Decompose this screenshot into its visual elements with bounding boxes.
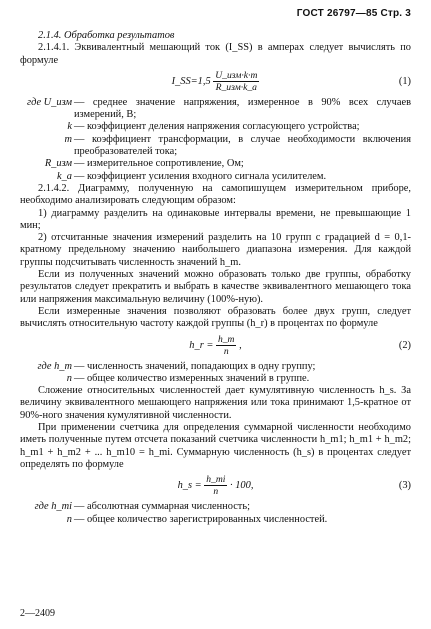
formula-2-number: (2) — [398, 339, 411, 351]
formula-3-fraction — [204, 474, 227, 497]
section-title: 2.1.4. Обработка результатов — [38, 30, 175, 41]
definition-text: — коэффициент усиления входного сигнала усилителем. — [74, 170, 327, 182]
definition-symbol: где h_mi — [34, 501, 72, 513]
definition-text: — абсолютная суммарная численность; — [74, 501, 250, 513]
definition-text: — коэффициент деления напряжения согласующего устройства; — [74, 121, 360, 133]
page-header: ГОСТ 26797—85 Стр. 3 — [296, 8, 411, 19]
definition-symbol: k — [67, 121, 72, 133]
definition-symbol: n — [66, 513, 72, 525]
definitions-2 — [20, 361, 411, 386]
formula-3-denominator: n — [213, 486, 219, 498]
formula-2-lhs: h_r = — [189, 339, 214, 351]
formula-3-tail: · 100, — [230, 480, 254, 492]
definition-text: — измерительное сопротивление, Ом; — [74, 158, 244, 170]
definition-symbol: где U_изм — [27, 96, 72, 108]
definition-symbol: где h_m — [37, 360, 72, 372]
definition-text: — численность значений, попадающих в одну группу; — [74, 360, 316, 372]
paragraph-4: 2) отсчитанные значения измерений разделить на 10 групп с градацией d = 0,1-кратному предельному значению наибольшего диапазона измерения. Для каждой группы подсчитывать численность значений h_m. — [20, 232, 411, 268]
definition-symbol: k_a — [56, 170, 72, 182]
paragraph-5: Если из полученных значений можно образовать только две группы, обработку результатов следует прекратить и выбрать в качестве эквивалентного мешающего тока или напряжения максимальную величину (100%-ную). — [20, 269, 411, 305]
formula-3-lhs: h_s = — [177, 480, 202, 492]
formula-2-numerator: h_m — [217, 333, 235, 345]
formula-1-number: (1) — [398, 75, 411, 87]
formula-1-fraction — [213, 70, 259, 93]
definition-text: — коэффициент трансформации, в случае необходимости включения преобразователей тока; — [74, 133, 411, 158]
paragraph-3: 1) диаграмму разделить на одинаковые интервалы времени, не превышающие 1 мин; — [20, 207, 411, 231]
definition-row — [20, 501, 411, 513]
formula-3 — [20, 472, 411, 500]
definition-row — [20, 97, 411, 122]
definition-symbol: m — [64, 133, 72, 145]
formula-3-numerator: h_mi — [206, 474, 226, 486]
definition-text: — среднее значение напряжения, измеренное в 90% всех случаев измерений, В; — [74, 96, 411, 121]
paragraph-7: Сложение относительных численностей дает кумулятивную численность h_s. За величину эквивалентного мешающего напряжения или тока принимают 1,5-кратное от 90%-ного значения кумулятивной численности. — [20, 385, 411, 421]
formula-1-lhs: I_SS=1,5 — [171, 75, 211, 87]
page-content — [20, 30, 411, 526]
definition-row — [20, 373, 411, 385]
definition-text: — общее количество измеренных значений в группе. — [74, 372, 310, 384]
definition-row — [20, 158, 411, 170]
paragraph-8: При применении счетчика для определения суммарной численности необходимо иметь полученные путем отсчета показаний счетчика численности h_m1; h_m1 + h_m2; h_m1 + h_m2 + ... h_m10 = h_mi. Суммарную численность (h_s) в процентах следует определять по формуле — [20, 422, 411, 470]
definition-row — [20, 361, 411, 373]
definition-row — [20, 121, 411, 133]
definition-symbol: R_изм — [44, 158, 72, 170]
paragraph-6: Если измеренные значения позволяют образовать более двух групп, следует вычислять относительную частоту каждой группы (h_r) в процентах по формуле — [20, 305, 411, 330]
page-footer: 2—2409 — [20, 608, 55, 619]
formula-2-fraction — [216, 334, 237, 357]
definition-row — [20, 514, 411, 526]
paragraph-2: 2.1.4.2. Диаграмму, полученную на самопишущем измерительном приборе, необходимо анализировать следующим образом: — [20, 182, 411, 207]
formula-1-numerator: U_изм·k·m — [215, 69, 258, 81]
definitions-3 — [20, 501, 411, 526]
formula-3-number: (3) — [398, 480, 411, 492]
definition-row — [20, 171, 411, 183]
formula-1 — [20, 68, 411, 96]
paragraph-1: 2.1.4.1. Эквивалентный мешающий ток (I_SS) в амперах следует вычислять по формуле — [20, 42, 411, 66]
definition-text: — общее количество зарегистрированных численностей. — [74, 513, 328, 525]
formula-2-tail: , — [239, 339, 242, 351]
formula-2 — [20, 332, 411, 360]
definition-symbol: n — [66, 372, 72, 384]
definitions-1 — [20, 97, 411, 183]
definition-row — [20, 134, 411, 159]
formula-2-denominator: n — [223, 345, 229, 357]
formula-1-denominator: R_изм·k_a — [215, 81, 257, 93]
